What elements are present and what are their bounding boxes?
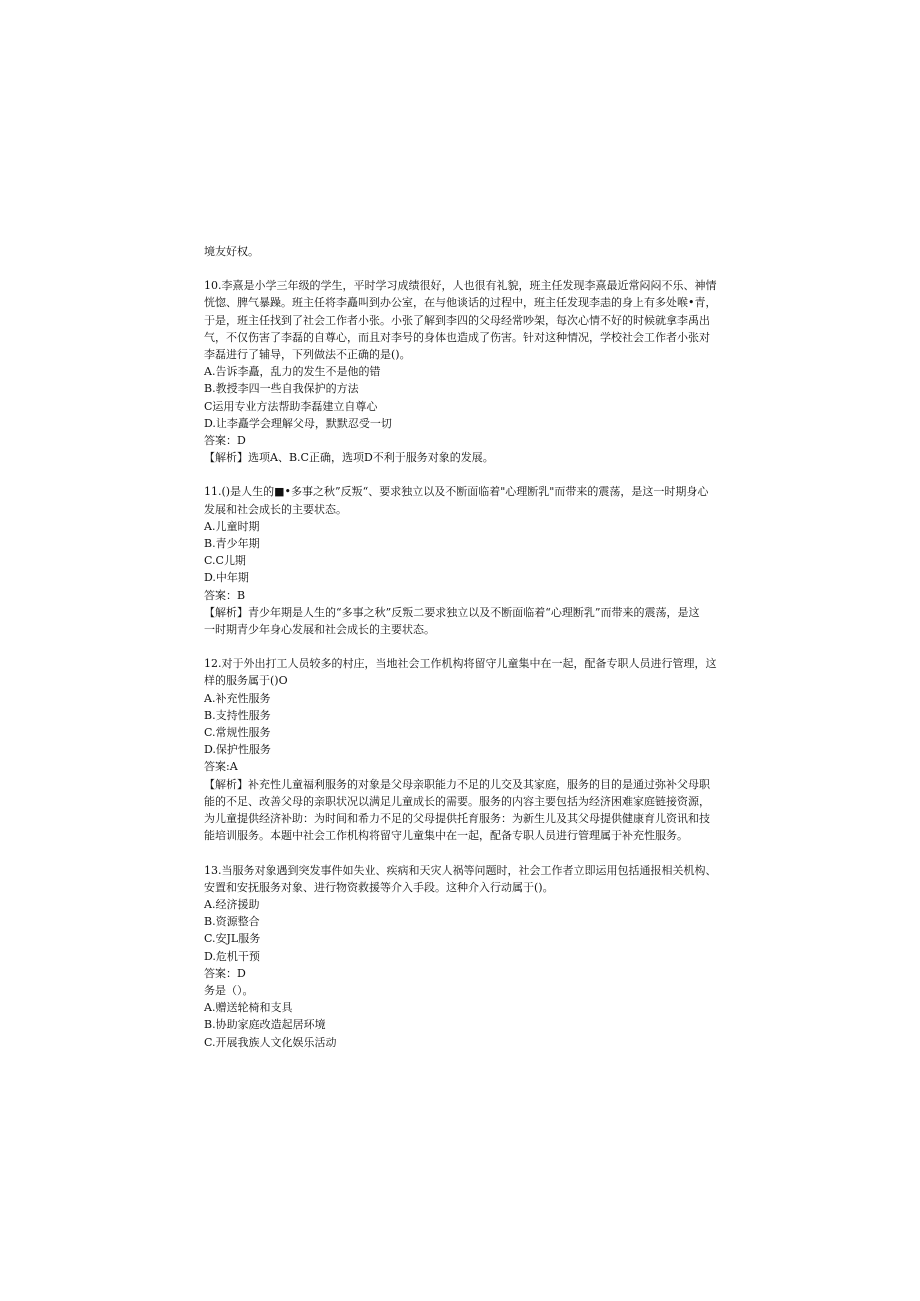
option-a: A.儿童时期 (204, 519, 260, 533)
question-stem-line: 恍惚、脾气暴躁。班主任将李矗叫到办公室，在与他谈话的过程中，班主任发现李恚的身上有多处喉•青， (204, 296, 717, 310)
option-b: B.支持性服务 (204, 708, 271, 722)
analysis-line: 【解析】选项A、B.C正确，选项D不利于服务对象的发展。 (204, 451, 494, 465)
question-stem-line: 12.对于外出打工人员较多的村庄，当地社会工作机构将留守儿童集中在一起，配备专职人员进行管理，这 (204, 657, 717, 671)
option-a: A.补充性服务 (204, 691, 271, 705)
option-c: C.C儿期 (204, 554, 246, 568)
option-b: B.协助家庭改造起居环境 (204, 1018, 326, 1032)
analysis-line: 能的不足、改善父母的亲职状况以满足儿童成长的需要。服务的内容主要包括为经济困难家庭链接资源， (204, 794, 710, 808)
question-11 (204, 483, 794, 638)
question-stem-line: 安置和安抚服务对象、进行物资救援等介入手段。这种介入行动属于()。 (204, 880, 554, 894)
answer-line: 答案：D (204, 966, 246, 980)
answer-line: 答案：B (204, 588, 246, 602)
question-13 (204, 862, 794, 982)
option-d: D.让李矗学会理解父母，默默忍受一切 (204, 416, 392, 430)
answer-line: 答案:A (204, 760, 238, 774)
analysis-line: 能培训服务。本题中社会工作机构将留守儿童集中在一起，配备专职人员进行管理属于补充性服务。 (204, 829, 688, 843)
option-d: D.危机干预 (204, 949, 260, 963)
option-c: C.安JL服务 (204, 932, 261, 946)
analysis-line: 为儿童提供经济补助：为时间和希力不足的父母提供托育服务：为新生儿及其父母提供健康育儿资讯和技 (204, 812, 710, 826)
question-stem-line: 样的服务属于()O (204, 674, 288, 688)
question-10 (204, 277, 794, 466)
previous-question-tail: 境友好权。 (204, 245, 259, 258)
question-12 (204, 655, 794, 844)
question-stem-line: 发展和社会成长的主要状态。 (204, 502, 347, 516)
option-d: D.中年期 (204, 571, 249, 585)
answer-line: 答案：D (204, 434, 246, 448)
option-a: A.赠送轮椅和支具 (204, 1001, 293, 1015)
question-stem-line: 10.李熹是小学三年级的学生，平时学习成绩很好，人也很有礼貌，班主任发现李熹最近常闷闷不乐、神情 (204, 279, 717, 293)
analysis-line: 【解析】青少年期是人生的“多事之秋”反叛二要求独立以及不断面临着“心理断乳”而带来的震荡，是这 (204, 605, 700, 619)
option-a: A.经济援助 (204, 897, 260, 911)
analysis-line: 一时期青少年身心发展和社会成长的主要状态。 (204, 623, 435, 637)
option-c: C.常规性服务 (204, 726, 271, 740)
question-fragment (204, 982, 794, 1051)
question-stem-line: 于是，班主任找到了社会工作者小张。小张了解到李四的父母经常吵架，每次心情不好的时候就拿李禹出 (204, 313, 710, 327)
question-stem-line: 11.()是人生的■•多事之秋”反叛“、要求独立以及不断面临着"心理断乳"而带来的震荡，是这一时期身心 (204, 485, 709, 499)
question-stem-line: 13.当服务对象遇到突发事件如失业、疾病和天灾人祸等问题时，社会工作者立即运用包括通报相关机构、 (204, 863, 717, 877)
question-stem-line: 务是（）。 (204, 983, 254, 997)
option-c: C运用专业方法帮助李磊建立自尊心 (204, 399, 378, 413)
option-b: B.教授李四一些自我保护的方法 (204, 382, 359, 396)
question-stem-line: 气，不仅伤害了李磊的自尊心，而且对李号的身体也造成了伤害。针对这种情况，学校社会工作者小张对 (204, 330, 710, 344)
document-page (204, 243, 794, 1051)
analysis-line: 【解析】补充性儿童福利服务的对象是父母亲职能力不足的儿交及其家庭，服务的目的是通过弥补父母职 (204, 777, 710, 791)
option-b: B.青少年期 (204, 537, 260, 551)
option-c: C.开展我族人文化娱乐活动 (204, 1035, 337, 1049)
option-a: A.告诉李矗，乱力的发生不是他的错 (204, 365, 381, 379)
option-b: B.资源整合 (204, 915, 260, 929)
question-stem-line: 李磊进行了辅导，下列做法不正确的是()。 (204, 348, 411, 362)
option-d: D.保护性服务 (204, 743, 271, 757)
